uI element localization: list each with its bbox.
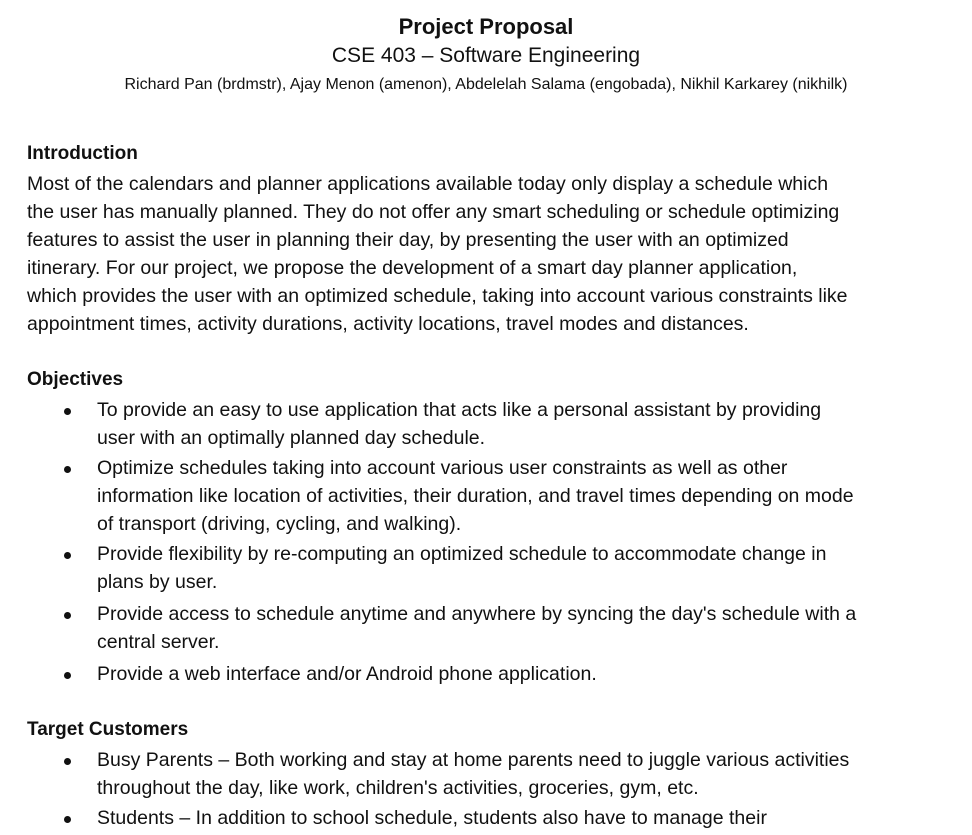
objective-item	[60, 540, 856, 596]
introduction-line: features to assist the user in planning their day, by presenting the user with an optimized	[27, 229, 789, 251]
introduction-line: Most of the calendars and planner applications available today only display a schedule which	[27, 173, 829, 195]
introduction-line: which provides the user with an optimized schedule, taking into account various constraints like	[27, 285, 848, 307]
objective-line: Optimize schedules taking into account various user constraints as well as other	[97, 457, 788, 479]
author-list: Richard Pan (brdmstr), Ajay Menon (amenon), Abdelelah Salama (engobada), Nikhil Karkarey (nikhilk)	[124, 76, 848, 93]
objectives-heading: Objectives	[27, 369, 124, 390]
objective-item	[60, 600, 856, 656]
objectives-list	[60, 396, 856, 688]
target-customers-list	[60, 746, 849, 832]
objective-line: central server.	[97, 631, 220, 653]
objective-line: Provide a web interface and/or Android phone application.	[97, 663, 597, 685]
target-customers-heading: Target Customers	[27, 719, 189, 740]
introduction-line: itinerary. For our project, we propose the development of a smart day planner application,	[27, 257, 798, 279]
customer-item	[60, 746, 849, 802]
introduction-line: appointment times, activity durations, activity locations, travel modes and distances.	[27, 313, 749, 335]
course-name: CSE 403 – Software Engineering	[331, 44, 641, 67]
document-title: Project Proposal	[398, 14, 574, 39]
objective-line: To provide an easy to use application that acts like a personal assistant by providing	[97, 399, 822, 421]
objective-item	[60, 396, 856, 452]
customer-line: Students – In addition to school schedule, students also have to manage their	[97, 807, 767, 829]
objective-line: Provide access to schedule anytime and anywhere by syncing the day's schedule with a	[97, 603, 857, 625]
customer-item	[60, 804, 849, 832]
objective-line: Provide flexibility by re-computing an optimized schedule to accommodate change in	[97, 543, 827, 565]
bullet-icon	[64, 612, 71, 619]
bullet-icon	[64, 552, 71, 559]
objective-line: user with an optimally planned day schedule.	[97, 427, 486, 449]
objective-item	[60, 660, 856, 688]
objective-item	[60, 454, 856, 538]
introduction-heading: Introduction	[27, 143, 138, 164]
bullet-icon	[64, 466, 71, 473]
bullet-icon	[64, 672, 71, 679]
bullet-icon	[64, 408, 71, 415]
objective-line: information like location of activities, their duration, and travel times depending on mode	[97, 485, 854, 507]
customer-line: throughout the day, like work, children's activities, groceries, gym, etc.	[97, 777, 699, 799]
introduction-paragraph	[27, 170, 947, 338]
introduction-line: the user has manually planned. They do not offer any smart scheduling or schedule optimizing	[27, 201, 840, 223]
bullet-icon	[64, 758, 71, 765]
bullet-icon	[64, 816, 71, 823]
objective-line: plans by user.	[97, 571, 218, 593]
objective-line: of transport (driving, cycling, and walking).	[97, 513, 462, 535]
customer-line: Busy Parents – Both working and stay at home parents need to juggle various activities	[97, 749, 850, 771]
